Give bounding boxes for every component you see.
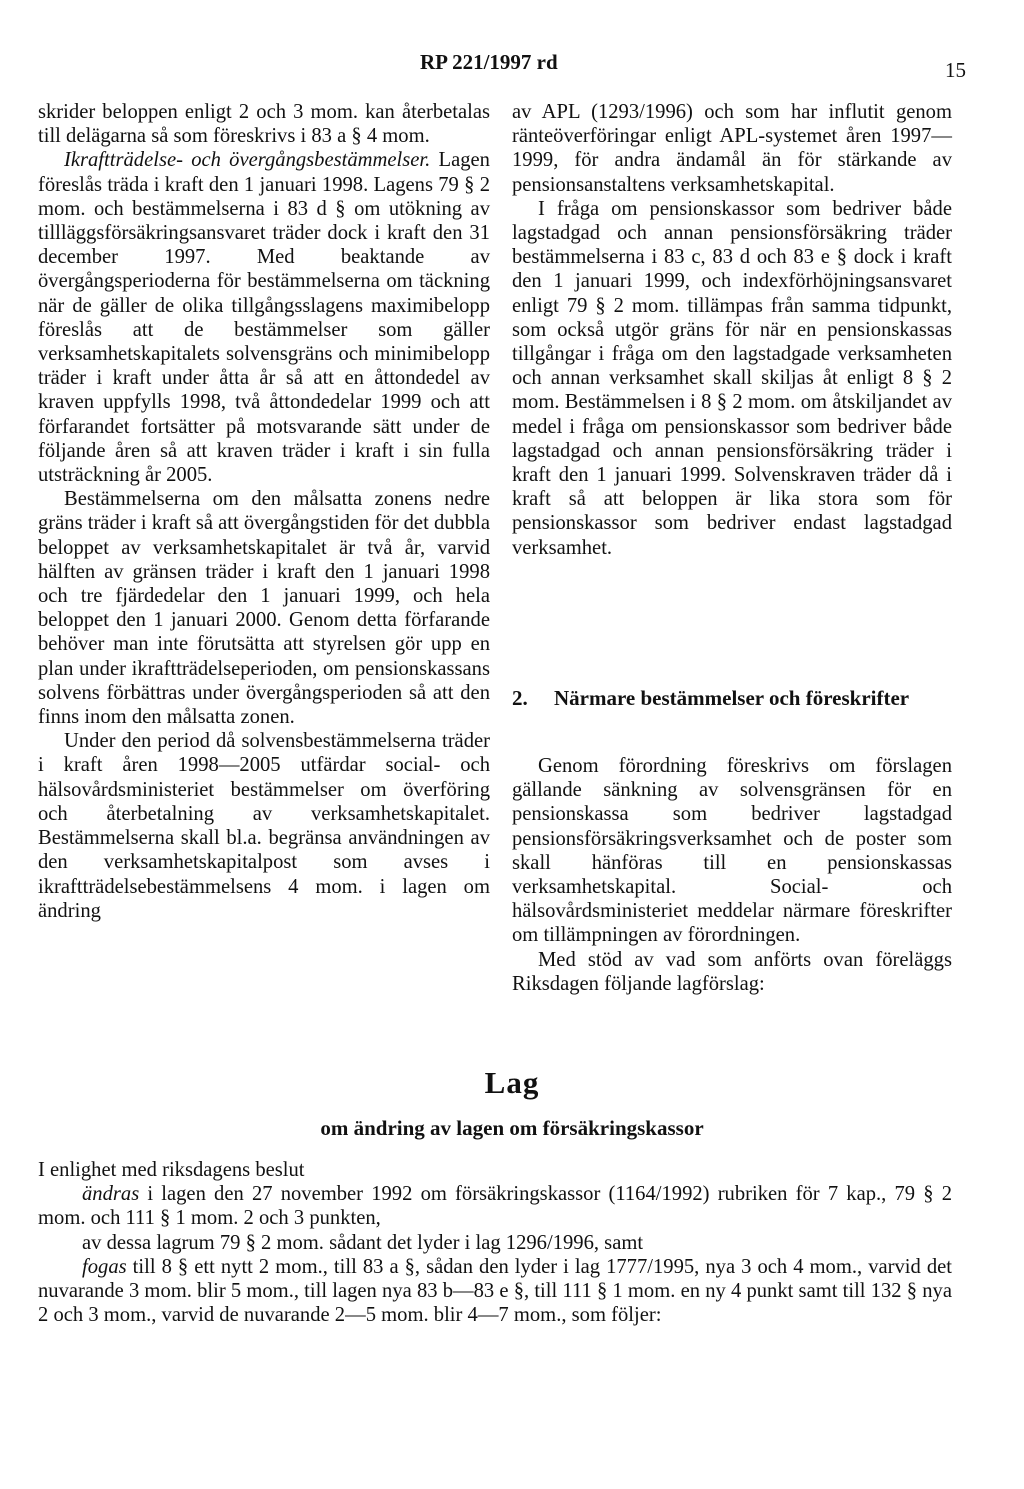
- paragraph: I fråga om pensionskassor som bedriver både lagstadgad och annan pensionsförsäkring träder bestämmelserna i 83 c, 83 d och 83 e § dock i kraft den 1 januari 1999, och indexförhöjningsansvaret enligt 79 § 2 mom. tillämpas från samma tidpunkt, som också utgör gräns för när en pensionskassas tillgångar i fråga om den lagstadgade verksamheten och annan verksamhet skall skiljas åt enligt 8 § 2 mom. Bestämmelsen i 8 § 2 mom. om åtskiljandet av medel i fråga om pensionskassor som bedriver både lagstadgad och annan pensionsförsäkring träder i kraft den 1 januari 1999. Solvenskraven träder då i kraft så att beloppen är lika stora som för pensionskassor som bedriver endast lagstadgad verksamhet.: [512, 197, 952, 559]
- paragraph-lead: Ikraftträdelse- och övergångsbestämmelser.: [64, 149, 431, 172]
- paragraph-body: Lagen föreslås träda i kraft den 1 januari 1998. Lagens 79 § 2 mom. och bestämmelserna i 83 d § om utökning av tillläggsförsäkringsansvaret träder dock i kraft den 31 december 1997. Med beaktande av övergångsperioderna för bestämmelserna om täckning när de gäller de olika tillgångsslagens maximibelopp föreslås att de bestämmelser som gäller verksamhetskapitalets solvensgräns och minimibelopp träder i kraft under åtta år så att en åttondedel av kraven uppfylls 1998, två åttondedelar 1999 och att förfarandet fortsätter på motsvarande sätt under de följande åren så att kraven träder i kraft i sin fulla utsträckning år 2005.: [38, 149, 490, 487]
- page-number: 15: [945, 58, 966, 82]
- law-body: [38, 1158, 952, 1327]
- law-clause-amend: [38, 1182, 952, 1230]
- paragraph: Under den period då solvensbestämmelserna träder i kraft åren 1998—2005 utfärdar social- och hälsovårdsministeriet bestämmelser om överföring och återbetalning av verksamhetskapitalet. Bestämmelserna skall bl.a. begränsa användningen av den verksamhetskapitalpost som avses i ikraftträdelsebestämmelsens 4 mom. i lagen om ändring: [38, 730, 490, 922]
- law-clause-text: i lagen den 27 november 1992 om försäkringskassor (1164/1992) rubriken för 7 kap., 79 § 2 mom. och 111 § 1 mom. 2 och 3 punkten,: [38, 1183, 952, 1230]
- law-intro: I enlighet med riksdagens beslut: [38, 1159, 305, 1181]
- left-column: [38, 100, 490, 923]
- right-column-section-2: [512, 754, 952, 996]
- section-number: 2.: [512, 686, 528, 710]
- paragraph: Genom förordning föreskrivs om förslagen gällande sänkning av solvensgränsen för en pensionskassa som bedriver lagstadgad pensionsförsäkringsverksamhet och de poster som skall hänföras till en pensionskassas verksamhetskapital. Social- och hälsovårdsministeriet meddelar närmare föreskrifter om tillämpningen av förordningen.: [512, 755, 952, 947]
- law-subtitle: om ändring av lagen om försäkringskassor: [320, 1116, 704, 1140]
- law-verb: fogas: [82, 1255, 127, 1278]
- right-column: [512, 100, 952, 560]
- page-header: [0, 50, 1024, 90]
- law-verb: ändras: [82, 1183, 140, 1206]
- paragraph: Bestämmelserna om den målsatta zonens nedre gräns träder i kraft så att övergångstiden för det dubbla beloppet av verksamhetskapitalet är två år, varvid hälften av gränsen träder i kraft den 1 januari 1998 och tre fjärdedelar den 1 januari 1999, och hela beloppet den 1 januari 2000. Genom detta förfarande behöver man inte förutsätta att styrelsen gör upp en plan under ikraftträdelseperioden, om pensionskassans solvens förbättras under övergångsperioden så att den finns inom den målsatta zonen.: [38, 488, 490, 729]
- paragraph: av APL (1293/1996) och som har influtit genom ränteöverföringar enligt APL-systemet åren 1997—1999, för andra ändamål än för stärkande av pensionsanstaltens verksamhetskapital.: [512, 101, 952, 196]
- section-heading: [512, 686, 952, 711]
- law-clause-text: till 8 § ett nytt 2 mom., till 83 a §, sådan den lyder i lag 1777/1995, nya 3 och 4 mom., varvid det nuvarande 3 mom. blir 5 mom., till lagen nya 83 b—83 e §, till 111 § 1 mom. en ny 4 punkt samt till 132 § nya 2 och 3 mom., varvid de nuvarande 2—5 mom. blir 4—7 mom., som följer:: [38, 1255, 952, 1327]
- paragraph: skrider beloppen enligt 2 och 3 mom. kan återbetalas till delägarna så som föreskrivs i 83 a § 4 mom.: [38, 101, 490, 148]
- law-clause-note: av dessa lagrum 79 § 2 mom. sådant det lyder i lag 1296/1996, samt: [82, 1231, 644, 1254]
- law-clause-add: [38, 1255, 952, 1328]
- section-title: Närmare bestämmelser och föreskrifter: [554, 686, 910, 710]
- law-title: Lag: [484, 1065, 540, 1100]
- document-id: RP 221/1997 rd: [420, 50, 558, 74]
- paragraph-transitional-provisions: [38, 148, 490, 487]
- paragraph: Med stöd av vad som anförts ovan föreläggs Riksdagen följande lagförslag:: [512, 948, 952, 995]
